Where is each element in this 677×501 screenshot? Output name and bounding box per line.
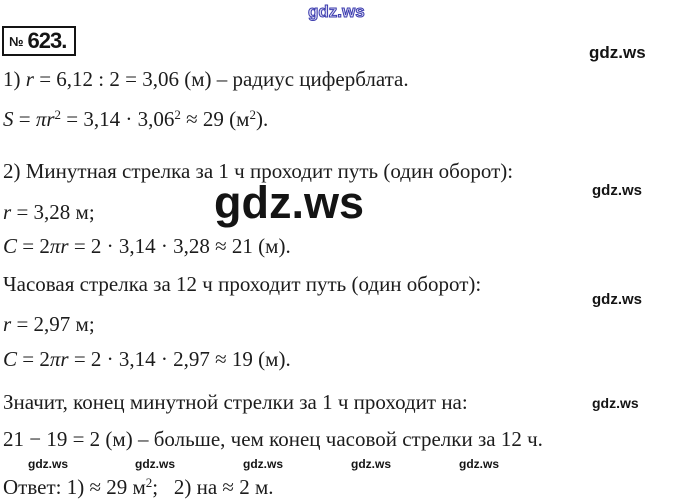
watermark-gdzws: gdz.ws [28, 457, 69, 471]
problem-number-value: 623. [27, 28, 67, 53]
solution-line: Часовая стрелка за 12 ч проходит путь (один оборот): [3, 272, 482, 296]
watermark-gdzws: gdz.ws [592, 291, 643, 308]
watermark-gdzws: gdz.ws [459, 457, 500, 471]
solution-line: $S = \pi r^2 = 3,14 \cdot 3,06^2 \approx 29$ $(м^2)$. [3, 107, 269, 131]
solution-line: 21 − 19 = 2 (м) – больше, чем конец часовой стрелки за 12 ч. [3, 427, 543, 451]
solution-line: C = 2πr = 2 · 3,14 · 3,28 ≈ 21 (м). [3, 234, 291, 258]
solution-line: Значит, конец минутной стрелки за 1 ч проходит на: [3, 390, 468, 414]
watermark-gdzws-outline: gdz.ws [308, 2, 365, 21]
watermark-gdzws: gdz.ws [589, 43, 646, 62]
solution-line: 2) Минутная стрелка за 1 ч проходит путь (один оборот): [3, 159, 514, 183]
watermark-gdzws-large: gdz.ws [214, 177, 365, 228]
problem-number-box [2, 26, 76, 56]
solution-line: r = 2,97 м; [3, 312, 95, 336]
solution-line: C = 2πr = 2 · 3,14 · 2,97 ≈ 19 (м). [3, 347, 291, 371]
watermark-gdzws: gdz.ws [243, 457, 284, 471]
solution-line: 1) r = 6,12 : 2 = 3,06 (м) – радиус циферблата. [3, 67, 409, 91]
watermark-gdzws: gdz.ws [592, 182, 643, 199]
watermark-gdzws: gdz.ws [135, 457, 176, 471]
watermark-gdzws: gdz.ws [592, 395, 639, 411]
solution-line: r = 3,28 м; [3, 200, 95, 224]
problem-number-symbol: № [9, 33, 24, 49]
solution-line: Ответ: 1) ≈ 29 $м^2$; 2) на ≈ 2 м. [3, 475, 274, 499]
watermark-gdzws: gdz.ws [351, 457, 392, 471]
